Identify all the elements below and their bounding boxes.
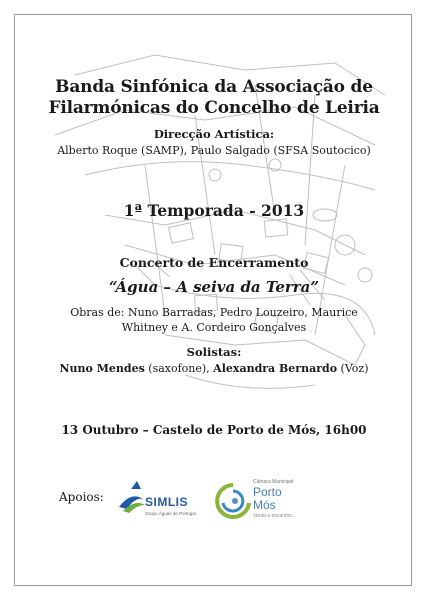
support-label: Apoios: [59, 490, 104, 504]
simlis-brand-text: SIMLIS [145, 495, 189, 509]
soloist-2-name: Alexandra Bernardo [213, 362, 338, 375]
poster [14, 14, 412, 586]
concert-name: “Água – A seiva da Terra” [108, 278, 320, 296]
band-title-line-1: Banda Sinfónica da Associação de [55, 77, 373, 97]
date-venue-line: 13 Outubro – Castelo de Porto de Mós, 16h00 [61, 423, 367, 437]
porto-de-mos-logo [213, 473, 303, 525]
soloists-line [15, 362, 412, 375]
season-heading: 1ª Temporada - 2013 [123, 201, 305, 220]
artistic-direction-label: Direcção Artística: [153, 127, 275, 141]
soloist-1-role: (saxofone), [144, 362, 214, 375]
band-title-line-2: Filarmónicas do Concelho de Leiria [48, 98, 380, 118]
works-label: Obras de: [70, 306, 125, 319]
porto-de-mos-name-2: Mós [253, 498, 276, 512]
soloists-label: Solistas: [186, 345, 242, 359]
porto-de-mos-council-label: Câmara Municipal [253, 479, 294, 485]
band-title [15, 77, 412, 119]
soloist-2-role: (Voz) [337, 362, 369, 375]
porto-de-mos-name-1: Porto [253, 485, 282, 499]
works-composers: Nuno Barradas, Pedro Louzeiro, Maurice Whitney e A. Cordeiro Gonçalves [121, 306, 358, 334]
soloist-1-name: Nuno Mendes [59, 362, 145, 375]
artistic-direction-names: Alberto Roque (SAMP), Paulo Salgado (SFSA Soutocico) [57, 144, 371, 157]
works-line [15, 305, 412, 335]
porto-de-mos-emblem [213, 481, 253, 521]
concert-label: Concerto de Encerramento [119, 255, 309, 270]
simlis-logo [115, 477, 205, 523]
porto-de-mos-tagline: Vento e encantos... [253, 513, 296, 519]
simlis-tagline: Grupo Águas de Portugal [145, 511, 196, 516]
